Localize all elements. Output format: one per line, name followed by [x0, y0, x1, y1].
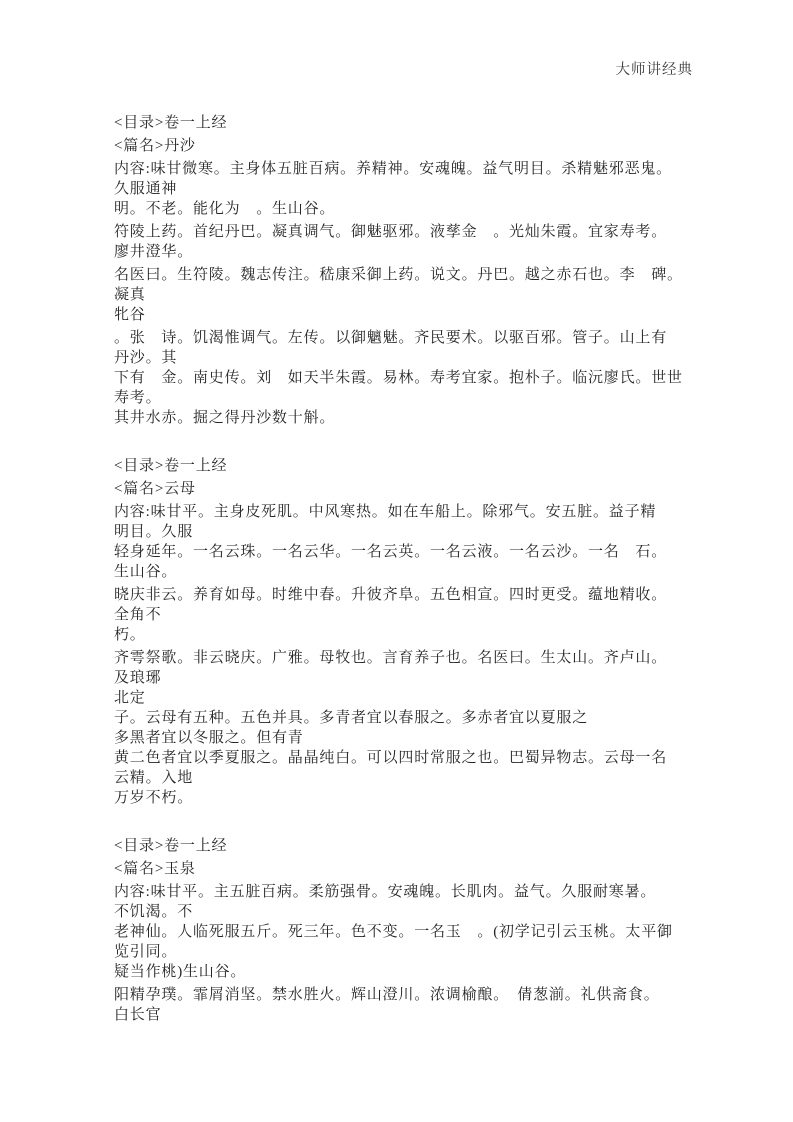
text-line: 下有 金。南史传。刘 如天半朱霞。易林。寿考宜家。抱朴子。临沅廖氏。世世 [114, 370, 683, 386]
text-line: 子。云母有五种。五色并具。多青者宜以春服之。多赤者宜以夏服之 [114, 710, 589, 726]
paragraph [114, 136, 700, 156]
paragraph [114, 859, 700, 879]
brand-header: 大师讲经典 [615, 62, 693, 78]
paragraph [114, 985, 700, 1025]
paragraph [114, 882, 700, 982]
entry-section-yuquan [114, 836, 700, 1025]
entry-section-dansha [114, 113, 700, 428]
paragraph [114, 222, 700, 262]
text-line: 白长官 [114, 1007, 162, 1023]
text-line: <篇名>丹沙 [114, 138, 196, 154]
text-line: 明目。久服 [114, 524, 194, 540]
text-line: 廖井澄华。 [114, 244, 194, 260]
text-line: 内容:味甘微寒。主身体五脏百病。养精神。安魂魄。益气明目。杀精魅邪恶鬼。 [114, 161, 672, 177]
paragraph [114, 159, 700, 219]
text-line: 朽。 [114, 627, 146, 643]
text-line: 齐雩祭歌。非云晓庆。广雅。母牧也。言育养子也。名医曰。生太山。齐卢山。 [114, 650, 668, 666]
text-line: 牝谷 [114, 307, 146, 323]
paragraph [114, 479, 700, 499]
paragraph [114, 456, 700, 476]
text-line: 黄二色者宜以季夏服之。晶晶纯白。可以四时常服之也。巴蜀异物志。云母一名 [114, 750, 668, 766]
text-line: 及琅琊 [114, 670, 162, 686]
text-line: 符陵上药。首纪丹巴。凝真调气。御魅驱邪。液孳金 。光灿朱霞。宜家寿考。 [114, 224, 668, 240]
text-line: <目录>卷一上经 [114, 115, 228, 131]
text-line: 不饥渴。不 [114, 904, 194, 920]
text-line: 丹沙。其 [114, 350, 178, 366]
text-line: 内容:味甘平。主身皮死肌。中风寒热。如在车船上。除邪气。安五脏。益子精 [114, 504, 657, 520]
entry-section-yunmu [114, 456, 700, 808]
text-line: 览引同。 [114, 944, 178, 960]
text-line: 寿考。 [114, 390, 162, 406]
paragraph [114, 265, 700, 325]
text-line: 晓庆非云。养育如母。时维中春。升彼齐阜。五色相宣。四时更受。蕴地精收。 [114, 587, 668, 603]
text-line: 明。不老。能化为 。生山谷。 [114, 201, 336, 217]
text-line: 凝真 [114, 287, 146, 303]
text-line: 其井水赤。掘之得丹沙数十斛。 [114, 410, 336, 426]
text-line: 北定 [114, 690, 146, 706]
text-line: <目录>卷一上经 [114, 838, 228, 854]
text-line: 万岁不朽。 [114, 790, 194, 806]
paragraph [114, 502, 700, 582]
paragraph [114, 113, 700, 133]
text-line: <目录>卷一上经 [114, 458, 228, 474]
paragraph [114, 648, 700, 808]
text-line: 云精。入地 [114, 770, 194, 786]
text-line: 生山谷。 [114, 564, 178, 580]
paragraph [114, 585, 700, 645]
text-line: 多黑者宜以冬服之。但有青 [114, 730, 304, 746]
text-line: 名医曰。生符陵。魏志传注。嵇康采御上药。说文。丹巴。越之赤石也。李 碑。 [114, 267, 683, 283]
text-line: 老神仙。人临死服五斤。死三年。色不变。一名玉 。(初学记引云玉桃。太平御 [114, 924, 673, 940]
text-line: 阳精孕璞。霏屑消坚。禁水胜火。辉山澄川。浓调榆酿。 倩葱湔。礼供斋食。 [114, 987, 660, 1003]
text-line: <篇名>玉泉 [114, 861, 196, 877]
text-line: 轻身延年。一名云珠。一名云华。一名云英。一名云液。一名云沙。一名 石。 [114, 544, 668, 560]
text-line: 久服通神 [114, 181, 178, 197]
text-line: 疑当作桃)生山谷。 [114, 964, 247, 980]
text-line: 。张 诗。饥渴惟调气。左传。以御魑魅。齐民要术。以驱百邪。管子。山上有 [114, 330, 668, 346]
paragraph [114, 836, 700, 856]
text-line: 内容:味甘平。主五脏百病。柔筋强骨。安魂魄。长肌肉。益气。久服耐寒暑。 [114, 884, 657, 900]
paragraph [114, 328, 700, 428]
document-body [114, 113, 700, 1025]
text-line: 全角不 [114, 607, 162, 623]
text-line: <篇名>云母 [114, 481, 196, 497]
